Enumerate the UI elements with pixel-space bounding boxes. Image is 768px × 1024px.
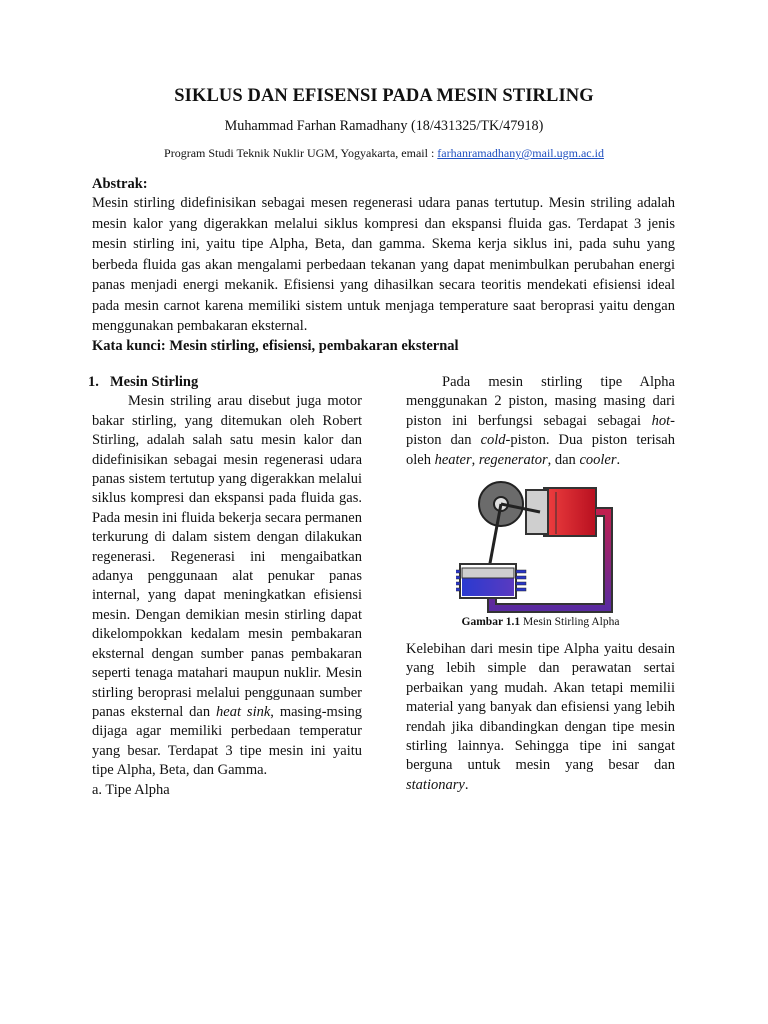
section-paragraph	[92, 392, 362, 780]
italic-hot: hot	[651, 412, 671, 429]
email-link[interactable]: farhanramadhany@mail.ugm.ac.id	[437, 146, 604, 160]
section-heading	[88, 373, 362, 392]
abstract-body: Mesin stirling didefinisikan sebagai mesen regenerasi udara panas tertutup. Mesin striling adalah mesin kalor yang digerakkan melalui siklus kompresi dan ekspansi fluida gas. Terdapat 3 jenis mesin stirling ini, yaitu tipe Alpha, Beta, dan gamma. Skema kerja siklus ini, pada suhu yang berbeda fluida gas akan mengalami perbedaan tekanan yang dapat menimbulkan perubahan energi panas menjadi energi mekanik. Efisiensi yang dihasilkan secara teoritis mendekati efisiensi ideal pada mesin carnot karena memiliki sistem untuk menjaga temperature saat beroprasi yaitu dengan menggunakan pembakaran eksternal.	[92, 195, 675, 334]
caption-label: Gambar 1.1	[461, 616, 521, 628]
paper-title: SIKLUS DAN EFISENSI PADA MESIN STIRLING	[174, 86, 594, 106]
section-number: 1.	[88, 374, 99, 390]
italic-cooler: cooler	[579, 451, 617, 468]
para-text-a: Mesin striling arau disebut juga motor bakar stirling, yang ditemukan oleh Robert Stirling, adalah salah satu mesin kalor dan didefinisikan sebagai mesin regenerasi udara panas sistem tertutup yang digerakkan melalui siklus kompresi dan ekspansi pada fluida gas. Pada mesin ini fluida bekerja secara permanen terkurung di dalam sistem dengan dilakukan regenerasi. Regenerasi ini mengaibatkan adanya penggunaan alat penukar panas internal, yang dapat meningkatkan efisiensi mesin. Dengan demikian mesin stirling dapat dikelompokkan kedalam mesin pembakaran eksternal dengan sumber panas pembakaran seperti tenaga matahari maupun nuklir. Mesin stirling beroprasi melalui penggunaan sumber panas eksternal dan	[92, 393, 362, 720]
para-text: Pada mesin stirling tipe Alpha menggunakan 2 piston, masing masing dari piston ini berfungsi sebagai sebagai	[406, 374, 675, 429]
para-text: , dan	[547, 451, 580, 468]
right-column-bottom	[406, 640, 675, 795]
para-text: .	[464, 776, 469, 793]
para-text-b: , masing-msing dijaga agar memiliki perbedaan temperatur yang besar. Terdapat 3 tipe mesin ini yaitu tipe Alpha, Beta, dan Gamma.	[92, 703, 363, 779]
alpha-description-paragraph	[406, 373, 675, 470]
abstract-heading: Abstrak:	[92, 176, 148, 192]
para-text: -piston. Dua piston terisah oleh	[406, 432, 675, 468]
right-column-top	[406, 373, 675, 470]
italic-regenerator: regenerator	[478, 451, 548, 468]
keywords: Kata kunci: Mesin stirling, efisiensi, pembakaran eksternal	[92, 338, 459, 354]
advantages-paragraph	[406, 640, 675, 795]
section-title: Mesin Stirling	[110, 374, 199, 390]
affiliation-text: Program Studi Teknik Nuklir UGM, Yogyakarta, email :	[164, 146, 438, 160]
para-text: Kelebihan dari mesin tipe Alpha yaitu desain yang lebih simple dan perawatan sertai perbaikan yang mudah. Akan tetapi memilii material yang banyak dan efisiensi yang lebih rendah jika dibandingkan dengan tipe mesin stirling lainnya. Sehingga tipe ini sangat berguna untuk mesin yang besar dan	[406, 641, 675, 774]
italic-stationary: stationary	[406, 776, 465, 793]
italic-heater: heater	[434, 451, 472, 468]
para-text: .	[616, 451, 621, 468]
left-column	[88, 373, 363, 800]
caption-text: Mesin Stirling Alpha	[520, 616, 620, 628]
author-line: Muhammad Farhan Ramadhany (18/431325/TK/47918)	[224, 118, 544, 134]
para-text: -piston dan	[406, 412, 675, 449]
figure-caption	[406, 616, 675, 628]
subitem-tipe-alpha: a. Tipe Alpha	[92, 781, 170, 798]
stirling-alpha-engine-diagram	[456, 474, 626, 614]
para-text: ,	[471, 451, 479, 468]
stirling-alpha-engine-icon	[456, 474, 626, 614]
italic-cold: cold	[480, 432, 506, 449]
para-italic-heat-sink: heat sink	[216, 703, 271, 720]
affiliation-line	[0, 146, 768, 161]
